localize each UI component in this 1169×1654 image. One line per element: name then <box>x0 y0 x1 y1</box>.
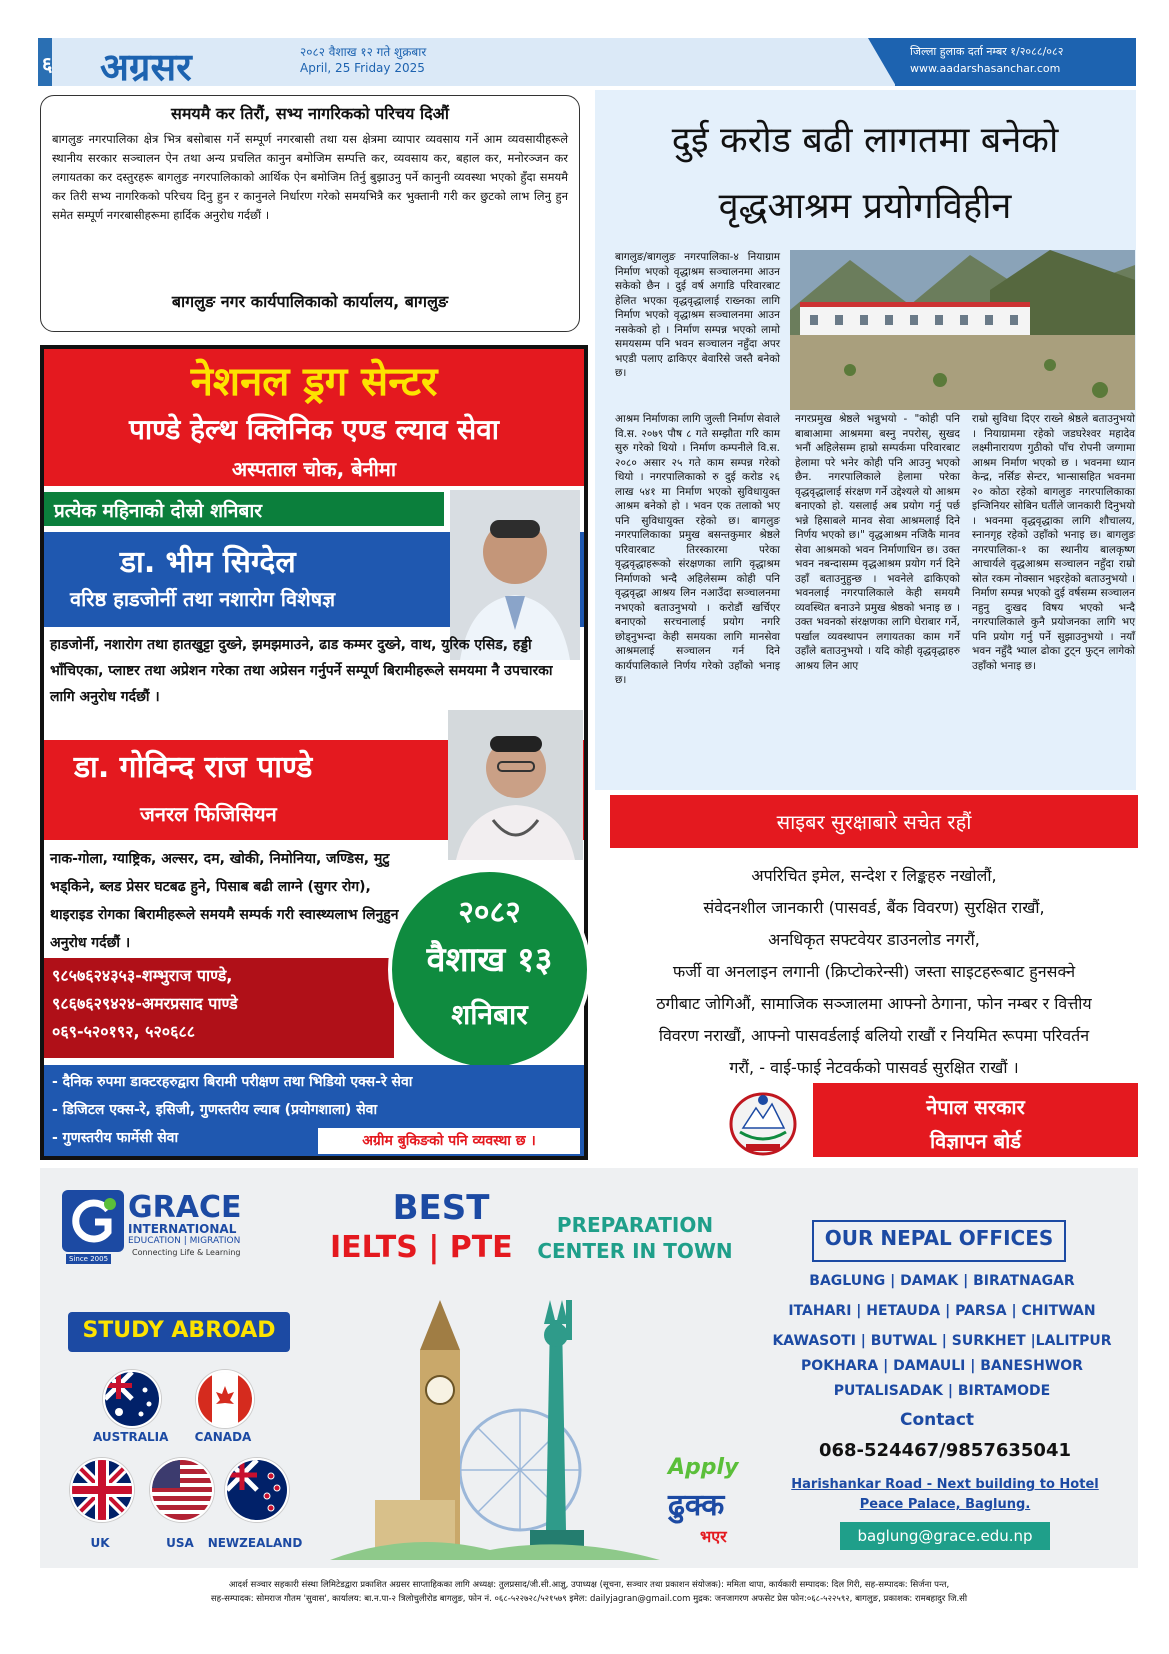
cyber-line: विवरण नराखौं, आफ्नो पासवर्डलाई बलियो राखौं र नियमित रूपमा परिवर्तन <box>658 1026 1090 1045</box>
dhukka-label: ढुक्क <box>668 1488 725 1523</box>
country-label: NEWZEALAND <box>207 1536 303 1550</box>
cyber-line: फर्जी वा अनलाइन लगानी (क्रिप्टोकरेन्सी) जस्ता साइटहरूबाट हुनसक्ने <box>672 962 1076 981</box>
service-1: - दैनिक रुपमा डाक्टरहरुद्वारा बिरामी परीक्षण तथा भिडियो एक्स-रे सेवा <box>52 1074 413 1090</box>
schedule-text: प्रत्येक महिनाको दोस्रो शनिबार <box>54 500 263 522</box>
phone-3[interactable]: ०६९-५२०१९२, ५२०६८८ <box>52 1022 196 1041</box>
contact-phone[interactable]: 068-524467/9857635041 <box>818 1440 1071 1461</box>
bhaera-label: भएर <box>700 1527 727 1546</box>
gov-line2: विज्ञापन बोर्ड <box>929 1129 1022 1153</box>
phone-1[interactable]: ९८५७६२४३५३-शम्भुराज पाण्डे, <box>52 966 233 985</box>
nepal-emblem-icon <box>728 1088 798 1156</box>
page-footer <box>40 1578 1138 1606</box>
phone-list <box>52 962 392 1046</box>
australia-flag-icon <box>103 1370 161 1428</box>
footer-line1: आदर्श सञ्चार सहकारी संस्था लिमिटेडद्वारा प्रकाशित अग्रसर साप्ताहिकका लागि अध्यक्ष: तुलप्रसाद/जी.सी.आज्ञु, उपाध्यक्ष (सूचना, सञ्चार तथा प्रकाशन संयोजक): ममिता थापा, कार्यकारी सम्पादक: दिल गिरी, सह-सम्पादक: सिर्जना पन्त, <box>228 1580 950 1590</box>
headline-line1: दुई करोड बढी लागतमा बनेको <box>671 120 1059 161</box>
prep-label <box>535 1212 735 1264</box>
canada-flag-icon <box>196 1370 254 1428</box>
prep-line1: PREPARATION <box>556 1213 714 1237</box>
doctor2-photo <box>448 710 583 860</box>
doctor1-name: डा. भीम सिग्देल <box>120 545 296 580</box>
old-age-home-photo <box>790 250 1135 410</box>
grace-logo-icon <box>62 1190 124 1252</box>
doctor2-portrait <box>448 710 583 860</box>
article-photo <box>790 250 1135 410</box>
best-label: BEST <box>392 1188 490 1228</box>
office-cities: ITAHARI | HETAUDA | PARSA | CHITWAN <box>788 1303 1096 1319</box>
article-col2: नगरप्रमुख श्रेष्ठले भन्नुभयो - "कोही पनि बाबाआमा आश्रममा बस्नु नपरोस्, सुखद भनौं अहिलेसम्म हाम्रो सम्पर्कमा परिवारबाट हेलामा परे भनेर कोही पनि आउनु भएको छैन. नगरपालिकाले हेलामा परेका वृद्धवृद्धालाई संरक्षण गर्ने उद्देश्यले यो आश्रम बनाएको हो. यसलाई अब प्रयोग गर्नु पर्छ भन्ने हिसाबले मानव सेवा आश्रमलाई दिने निर्णय भएको छ।" वृद्धआश्रम नजिकै मानव सेवा आश्रमको भवन निर्माणाधिन छ। उक्त भवन नबन्दासम्म वृद्धआश्रम प्रयोग गर्न दिने उहाँ बताउनुहुन्छ । भवनेले ढाकिएको भवनलाई नगरपालिकाले केही समयमै व्यवस्थित बनाउने प्रमुख श्रेष्ठको भनाइ छ । उक्त भवनको संरक्षणका लागि घेराबार गर्ने, पर्खाल व्यवस्थापन लगायतका काम गर्ने उहाँले बताउनुभयो । यदि कोही वृद्धवृद्धाहरु आश्रय लिन आए <box>795 413 960 672</box>
footer-line2: सह-सम्पादक: सोमराज गौतम 'सुवास', कार्यालय: बा.न.पा-२ त्रिलोचुलीरोड बागलुङ, फोन नं. ०६८-५२२७२८/५२१५७९ इमेल: dailyjagran@gmail.com मुद्रक: जनजागरण अफसेट प्रेस फोन:०६८-५२२५९२, बागलुङ, प्रकाशक: रामबहादुर जि.सी <box>210 1594 968 1604</box>
contact-address <box>770 1475 1120 1515</box>
landmarks-graphic <box>330 1280 660 1565</box>
office-cities: KAWASOTI | BUTWAL | SURKHET |LALITPUR <box>772 1333 1112 1349</box>
office-cities: BAGLUNG | DAMAK | BIRATNAGAR <box>809 1273 1075 1289</box>
office-cities: PUTALISADAK | BIRTAMODE <box>833 1383 1051 1399</box>
country-label: CANADA <box>194 1430 252 1444</box>
country-label: AUSTRALIA <box>93 1430 169 1444</box>
date-nepali: २०८२ वैशाख १२ गते शुक्रबार <box>300 45 427 59</box>
date-month: वैशाख १३ <box>426 940 553 980</box>
doctor2-role: जनरल फिजिसियन <box>140 802 277 826</box>
article-col1-bottom: आश्रम निर्माणका लागि जुल्ती निर्माण सेवाले वि.स. २०७९ पौष ८ गते सम्झौता गरि काम सुरु गरेको थियो । निर्माण कम्पनीले वि.स. २०८० असार २५ गते काम सम्पन्न गरेको थियो । नगरपालिकाको रु दुई करोड २६ लाख ५४१ मा निर्माण भएको सुविधायुक्त आश्रम बनेको हो । भवन एक तलाको भए पनि सुविधायुक्त रहेको छ। बागलुङ नगरपालिकाका प्रमुख बसन्तकुमार श्रेष्ठले परिवारबाट तिरस्कारमा परेका वृद्धवृद्धाहरूको संरक्षणका लागि वृद्धाश्रम निर्माणको भन्दै अहिलेसम्म कोही पनि वृद्धवृद्धा आश्रय लिन नआउँदा सञ्चालनमा नभएको बताउनुभयो । करोडौं खर्चिएर बनाएको सरचनालाई प्रयोग नगरि छोड्नुभन्दा केही समयका लागि मानसेवा आश्रमलाई सञ्चालन गर्न दिने कार्यपालिकाले निर्णय गरेको उहाँको भनाइ छ। <box>615 413 780 686</box>
landmarks-illustration <box>330 1280 660 1565</box>
offices-title: OUR NEPAL OFFICES <box>824 1226 1054 1250</box>
notice-title: समयमै कर तिरौं, सभ्य नागरिकको परिचय दिऔं <box>171 104 449 123</box>
contact-email[interactable]: baglung@grace.edu.np <box>857 1527 1033 1545</box>
cyber-body <box>610 860 1138 1084</box>
contact-label: Contact <box>900 1410 975 1430</box>
address-line1: Harishankar Road - Next building to Hotel <box>791 1477 1099 1492</box>
address-line2: Peace Palace, Baglung. <box>859 1497 1031 1512</box>
doctor1-description: हाडजोर्नी, नशारोग तथा हातखुट्टा दुख्ने, झमझमाउने, ढाड कम्मर दुख्ने, वाथ, युरिक एसिड, हड्डी भाँचिएका, प्लाष्टर तथा अप्रेशन गरेका तथा अप्रेसन गर्नुपर्ने सम्पूर्ण बिरामीहरूले समयमा नै उपचारका लागि अनुरोध गर्दछौं । <box>50 637 553 705</box>
grace-tagline: Connecting Life & Learning <box>132 1248 241 1257</box>
cyber-line: अनधिकृत सफ्टवेयर डाउनलोड नगरौं, <box>768 930 980 949</box>
cyber-title: साइबर सुरक्षाबारे सचेत रहौं <box>776 810 972 834</box>
header-right-text <box>910 43 1063 77</box>
article-headline <box>600 108 1130 240</box>
date-english: April, 25 Friday 2025 <box>300 61 425 75</box>
cyber-line: ठगीबाट जोगिऔं, सामाजिक सञ्जालमा आफ्नो ठेगाना, फोन नम्बर र वित्तीय <box>656 994 1092 1013</box>
headline-line2: वृद्धआश्रम प्रयोगविहीन <box>718 186 1012 227</box>
uk-flag-icon <box>70 1458 134 1522</box>
booking-text: अग्रीम बुकिङको पनि व्यवस्था छ । <box>362 1133 536 1149</box>
gov-line1: नेपाल सरकार <box>926 1095 1025 1119</box>
grace-subtitle: INTERNATIONAL <box>128 1222 237 1236</box>
article-col3: राम्रो सुविधा दिएर राख्ने श्रेष्ठले बताउनुभयो । नियाग्राममा रहेको जडघरेश्वर महादेव लक्ष्मीनारायण गुठीको पाँच रोपनी जग्गामा आश्रम निर्माण भएको छ । भवनमा ध्यान केन्द्र, नर्सिङ सेन्टर, भान्सासहित भवनमा २० कोठा रहेको बागलुङ नगरपालिकाका इन्जिनियर सोबिन घर्तीले जानकारी दिनुभयो । भवनमा वृद्धवृद्धाका लागि शौचालय, स्नानगृह रहेको उहाँको भनाइ छ। बागलुङ नगरपालिका-१ का स्थानीय बालकृष्ण आचार्यले वृद्धआश्रम सञ्चालन नहुँदा राम्रो स्रोत रकम नोक्सान भइरहेको बताउनुभयो । निर्माण सम्पन्न भएको दुई वर्षसम्म सञ्चालन नहुनु दुःखद विषय भएको भन्दै नगरपालिकाले कुनै प्रयोजनका लागि भए पनि प्रयोग गर्नु पर्ने सुझाउनुभयो । नयाँ भवन नहुँदै भ्याल ढोका टुट्न फुट्न लागेको उहाँको भनाइ छ। <box>972 413 1135 672</box>
notice-body: बागलुङ नगरपालिका क्षेत्र भित्र बसोबास गर्ने सम्पूर्ण नगरबासी तथा यस क्षेत्रमा व्यापार व्यवसाय गर्ने आम व्यवसायीहरूले स्थानीय सरकार सञ्चालन ऐन तथा अन्य प्रचलित कानुन बमोजिम सम्पत्ति कर, व्यवसाय कर, बहाल कर, मनोरञ्जन कर लगायतका कर दस्तुरहरू बागलुङ नगरपालिकाको आर्थिक ऐन बमोजिम तिर्नु बुझाउनु पर्ने कानुनी व्यवस्था भएको हुँदा समयमै कर तिरी सभ्य नागरिकको परिचय दिनु हुन र कानुनले निर्धारण गरेको समयभित्रै कर भुक्तानी गरी कर छुटको लाभ लिनु हुन समेत सम्पूर्ण नगरबासीहरूमा हार्दिक अनुरोध गर्दछौं । <box>52 132 568 222</box>
phone-2[interactable]: ९८६७६२९४२४-अमरप्रसाद पाण्डे <box>52 994 238 1013</box>
article-col1-top: बागलुङ/बागलुङ नगरपालिका-४ नियाग्राम निर्माण भएको वृद्धाश्रम सञ्चालनमा आउन सकेको छैन । दुई वर्ष अगाडि परिवारबाट हेलित भएका वृद्धवृद्धालाई राख्नका लागि निर्माण भएको वृद्धाश्रम सञ्चालनमा आउन नसकेको हो । निर्माण सम्पन्न भएको लामो समयसम्म पनि भवन सञ्चालन नहुँदा अपर भएडी पलाए ढाकिएर बेवारिसे जस्तै बनेको छ। <box>615 251 780 379</box>
doctor1-role: वरिष्ठ हाडजोर्नी तथा नशारोग विशेषज्ञ <box>70 587 336 611</box>
cyber-line: अपरिचित इमेल, सन्देश र लिङ्कहरु नखोलौं, <box>751 866 997 885</box>
website-link[interactable]: www.aadarshasanchar.com <box>910 62 1061 75</box>
usa-flag-icon <box>150 1458 214 1522</box>
apply-label: Apply <box>668 1455 739 1480</box>
exams-label: IELTS | PTE <box>330 1230 513 1265</box>
prep-line2: CENTER IN TOWN <box>537 1239 733 1263</box>
country-label: USA <box>166 1536 194 1550</box>
page-number: ६ <box>42 52 53 76</box>
registration-number: जिल्ला हुलाक दर्ता नम्बर १/२०८८/०८२ <box>910 45 1064 58</box>
emblem-graphic <box>728 1088 798 1156</box>
cyber-line: संवेदनशील जानकारी (पासवर्ड, बैंक विवरण) सुरक्षित राखौं, <box>703 898 1045 917</box>
ad-location: अस्पताल चोक, बेनीमा <box>231 457 397 481</box>
country-label: UK <box>90 1536 110 1550</box>
ad-title: नेशनल ड्रग सेन्टर <box>190 359 438 405</box>
service-3: - गुणस्तरीय फार्मेसी सेवा <box>52 1130 179 1146</box>
gov-text <box>813 1090 1138 1158</box>
notice-signature: बागलुङ नगर कार्यपालिकाको कार्यालय, बागलुङ <box>171 292 449 311</box>
masthead: अग्रसर <box>100 44 192 89</box>
grace-services: EDUCATION | MIGRATION <box>128 1236 241 1246</box>
newzealand-flag-icon <box>225 1458 289 1522</box>
study-abroad-text: STUDY ABROAD <box>82 1318 276 1343</box>
service-2: - डिजिटल एक्स-रे, इसिजी, गुणस्तरीय ल्याब (प्रयोगशाला) सेवा <box>52 1102 378 1118</box>
doctor2-description: नाक-गोला, ग्याष्ट्रिक, अल्सर, दम, खोकी, निमोनिया, जण्डिस, मुटु भड्किने, ब्लड प्रेसर घटबढ हुने, पिसाब बढी लाग्ने (सुगर रोग), थाइराइड रोगका बिरामीहरूले समयमै सम्पर्क गरी स्वास्थ्यलाभ लिनुहुन अनुरोध गर्दछौं । <box>50 851 399 951</box>
header-diagonal <box>868 38 896 86</box>
doctor2-name: डा. गोविन्द राज पाण्डे <box>74 750 313 785</box>
cyber-line: गरौं, - वाई-फाई नेटवर्कको पासवर्ड सुरक्षित राखौं । <box>729 1058 1019 1077</box>
office-cities: POKHARA | DAMAULI | BANESHWOR <box>801 1358 1083 1374</box>
grace-logo-graphic <box>62 1190 124 1252</box>
grace-since: Since 2005 <box>66 1254 111 1264</box>
grace-brand: GRACE <box>128 1190 242 1225</box>
date-year: २०८२ <box>458 895 521 930</box>
header-date <box>300 44 426 76</box>
ad-subtitle: पाण्डे हेल्थ क्लिनिक एण्ड ल्याव सेवा <box>128 413 500 446</box>
date-day: शनिबार <box>451 998 528 1031</box>
